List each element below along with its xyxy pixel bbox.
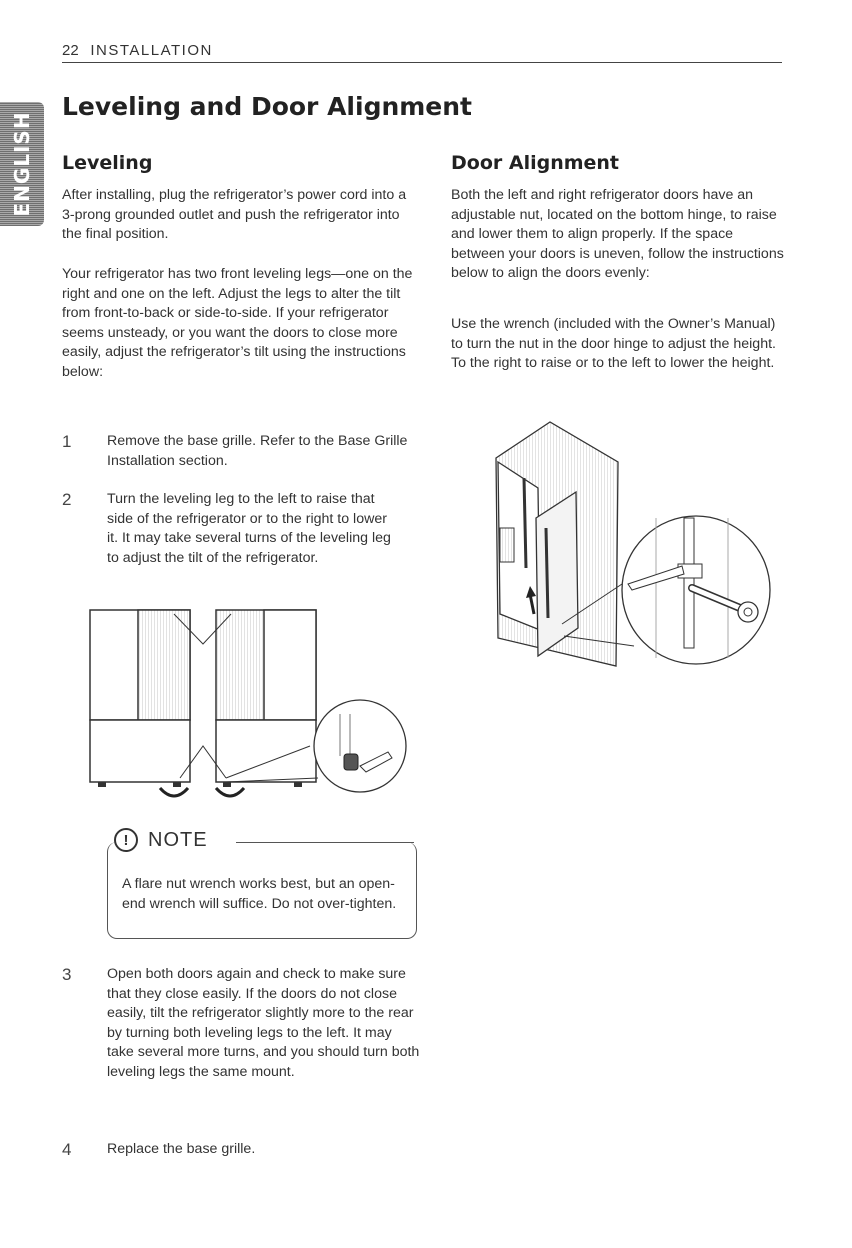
note-header [114, 828, 214, 852]
door-hinge-diagram [478, 418, 778, 680]
step-number: 1 [62, 432, 72, 451]
step-text: Replace the base grille. [107, 1141, 256, 1157]
left-fridge-drawer [90, 720, 190, 782]
right-fridge-door-right [264, 610, 316, 720]
door-handle [524, 478, 526, 568]
step-2 [62, 490, 422, 568]
header-rule [62, 62, 782, 63]
step-text: Remove the base grille. Refer to the Base Grille Installation section. [107, 433, 408, 469]
right-fridge-drawer [216, 720, 316, 782]
step-number: 4 [62, 1140, 72, 1159]
fridge-right-door-open [536, 492, 578, 656]
step-text: Open both doors again and check to make sure that they close easily. If the doors do not close easily, tilt the refrigerator slightly more to the rear by turning both leveling legs to the left. It may take several more turns, and you should turn both leveling legs the same mount. [107, 966, 420, 1080]
step-number: 3 [62, 965, 72, 984]
door-alignment-heading: Door Alignment [451, 152, 620, 174]
step-1 [62, 432, 422, 471]
header-text [62, 42, 213, 59]
step-text: Turn the leveling leg to the left to raise that side of the refrigerator or to the right to lower it. It may take several turns of the leveling leg to adjust the tilt of the refrigerator. [107, 491, 391, 566]
step-4 [62, 1140, 422, 1160]
exclamation-icon: ! [114, 828, 138, 852]
language-tab [0, 102, 44, 226]
language-tab-label: ENGLISH [10, 111, 34, 217]
note-title: NOTE [148, 828, 208, 851]
leveling-intro: After installing, plug the refrigerator’s power cord into a 3-prong grounded outlet and push the refrigerator into the final position. [62, 187, 407, 242]
step-number: 2 [62, 490, 72, 509]
left-fridge-door-right [138, 610, 190, 720]
dispenser-icon [500, 528, 514, 562]
section-name: INSTALLATION [90, 42, 213, 59]
door-alignment-instructions: Use the wrench (included with the Owner’s Manual) to turn the nut in the door hinge to adjust the height. To the right to raise or to the left to lower the height. [451, 316, 776, 371]
step-3 [62, 965, 422, 1082]
rotate-arrow-left-icon [160, 788, 188, 796]
page-title: Leveling and Door Alignment [62, 92, 473, 121]
rotate-arrow-right-icon [216, 788, 244, 796]
note-rule [236, 842, 414, 843]
note-text: A flare nut wrench works best, but an open-end wrench will suffice. Do not over-tighten. [122, 876, 397, 912]
leveling-diagram [88, 606, 418, 806]
leveling-heading: Leveling [62, 152, 153, 174]
door-alignment-intro: Both the left and right refrigerator doors have an adjustable nut, located on the bottom hinge, to raise and lower them to align properly. If the space between your doors is uneven, follow the instructions below to align the doors evenly: [451, 187, 784, 281]
page-number: 22 [62, 42, 79, 59]
leveling-description: Your refrigerator has two front leveling legs—one on the right and one on the left. Adjust the legs to alter the tilt from front-to-back or side-to-side. If your refrigerator seems unsteady, or you want the doors to close more easily, adjust the refrigerator’s tilt using the instructions below: [62, 266, 413, 380]
leg-zoom-circle [314, 700, 406, 792]
leveling-leg-icon [344, 754, 358, 770]
